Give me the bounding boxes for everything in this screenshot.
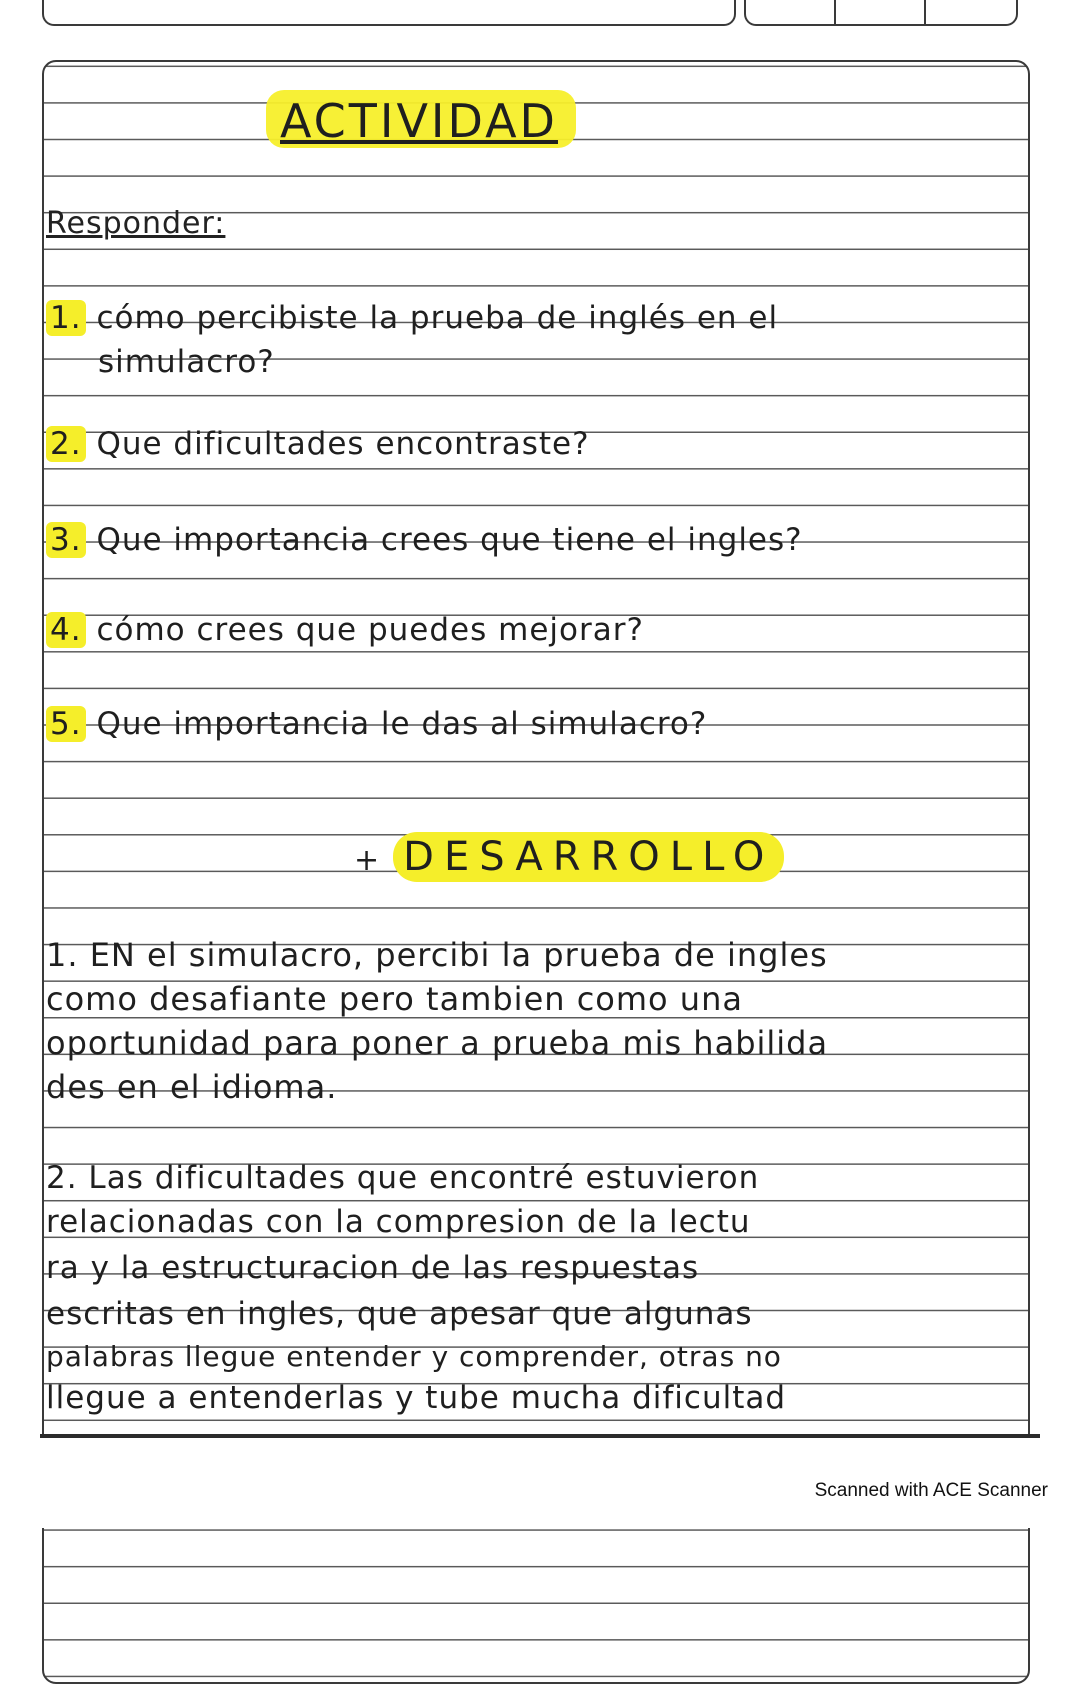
section-title: [354, 834, 784, 880]
question-text: Que importancia crees que tiene el ingles?: [96, 522, 803, 558]
question-3: [46, 522, 803, 558]
question-5: [46, 706, 707, 742]
header-divider: [924, 0, 926, 24]
question-text: cómo percibiste la prueba de inglés en el: [96, 300, 779, 336]
question-text: Que importancia le das al simulacro?: [96, 706, 708, 742]
question-number: 2.: [46, 426, 86, 462]
header-box-left: [42, 0, 736, 26]
question-4: [46, 612, 644, 648]
scanner-watermark: Scanned with ACE Scanner: [814, 1480, 1048, 1501]
question-number: 1.: [46, 300, 86, 336]
answer-line: oportunidad para poner a prueba mis habilida: [46, 1024, 829, 1062]
question-1-continued: [98, 344, 275, 380]
question-2: [46, 426, 590, 462]
answer-line: des en el idioma.: [46, 1068, 338, 1106]
answer-line: escritas en ingles, que apesar que algunas: [46, 1296, 753, 1332]
question-number: 3.: [46, 522, 86, 558]
answer-line: 1. EN el simulacro, percibi la prueba de ingles: [46, 936, 828, 974]
page-title: ACTIVIDAD: [280, 94, 558, 148]
page-edge: [40, 1434, 1040, 1438]
question-text: Que dificultades encontraste?: [96, 426, 590, 462]
answer-line: relacionadas con la compresion de la lectu: [46, 1204, 751, 1240]
answer-line: llegue a entenderlas y tube mucha dificultad: [46, 1380, 787, 1416]
answer-line: ra y la estructuracion de las respuestas: [46, 1250, 700, 1286]
question-number: 4.: [46, 612, 86, 648]
section-title-text: DESARROLLO: [393, 832, 784, 882]
plus-mark-icon: +: [354, 843, 380, 878]
answer-line: como desafiante pero tambien como una: [46, 980, 743, 1018]
question-number: 5.: [46, 706, 86, 742]
question-1: [46, 300, 778, 336]
question-text: cómo crees que puedes mejorar?: [96, 612, 644, 648]
responder-label: Responder:: [46, 206, 226, 241]
answer-line: palabras llegue entender y comprender, otras no: [46, 1340, 782, 1373]
question-text: simulacro?: [98, 344, 275, 380]
answer-line: 2. Las dificultades que encontré estuvieron: [46, 1160, 760, 1196]
header-box-right: [744, 0, 1018, 26]
header-divider: [834, 0, 836, 24]
